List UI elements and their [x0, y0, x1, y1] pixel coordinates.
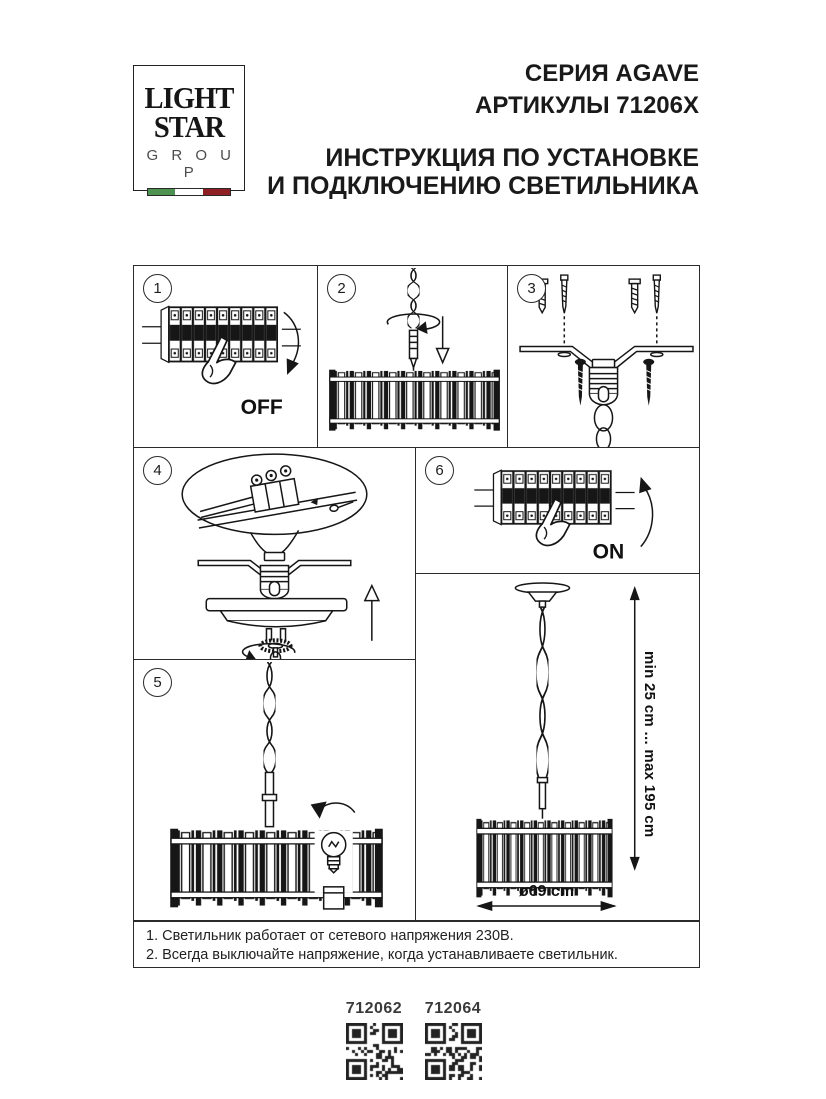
socket [324, 887, 344, 909]
wall-anchor-icon [629, 279, 640, 313]
step-1-number: 1 [143, 274, 172, 303]
chain [407, 268, 420, 328]
rotate-up-arrow [641, 486, 653, 546]
article-number: 712064 [424, 1000, 482, 1017]
product-712062 [345, 1000, 403, 1080]
series-title: СЕРИЯ AGAVE [524, 60, 699, 87]
step-5-number: 5 [143, 668, 172, 697]
italian-flag-icon [147, 188, 231, 196]
qr-code [346, 1023, 403, 1080]
height-range-label: min 25 cm ... max 195 cm [641, 651, 658, 838]
chain [536, 607, 549, 782]
screw-icon [653, 275, 660, 313]
header [267, 58, 699, 200]
screw-icon [575, 359, 586, 406]
breaker-on-illustration [416, 448, 699, 574]
flag-green [148, 189, 175, 195]
logo-group: G R O U P [146, 147, 236, 181]
step-1-panel [133, 265, 319, 449]
step-3-panel [507, 265, 700, 449]
note-1: 1. Светильник работает от сетевого напряжения 230В. [146, 928, 514, 944]
flag-white [175, 189, 202, 195]
notes-box [133, 921, 700, 968]
qr-code [425, 1023, 482, 1080]
logo-star: STAR [153, 109, 225, 144]
step-5-panel [133, 659, 417, 921]
chain [263, 662, 276, 772]
product-codes [345, 1000, 482, 1080]
brand-logo [133, 65, 245, 191]
instruction-title-line2: И ПОДКЛЮЧЕНИЮ СВЕТИЛЬНИКА [267, 172, 699, 200]
instruction-title-line1: ИНСТРУКЦИЯ ПО УСТАНОВКЕ [325, 144, 699, 172]
chain-link [594, 405, 612, 431]
step-4-number: 4 [143, 456, 172, 485]
step-2-panel [317, 265, 509, 449]
step-6-number: 6 [425, 456, 454, 485]
install-bulb-illustration [134, 660, 416, 920]
articles-title: АРТИКУЛЫ 71206X [475, 92, 699, 119]
on-label: ON [592, 540, 625, 564]
product-712064 [424, 1000, 482, 1080]
step-6-panel [415, 447, 700, 575]
wiring-canopy-illustration [134, 448, 416, 660]
step-4-panel [133, 447, 417, 661]
note-2: 2. Всегда выключайте напряжение, когда устанавливаете светильник. [146, 947, 618, 963]
rotate-down-arrow [284, 312, 299, 364]
step-3-number: 3 [517, 274, 546, 303]
screw-icon [561, 275, 568, 313]
logo-light: LIGHT [144, 80, 234, 115]
chandelier-drum [329, 370, 500, 431]
flag-red [203, 189, 230, 195]
screw-icon [643, 359, 654, 406]
off-label: OFF [240, 395, 283, 419]
article-number: 712062 [345, 1000, 403, 1017]
canopy-plate [206, 599, 346, 611]
step-2-number: 2 [327, 274, 356, 303]
rotation-arrow [387, 314, 439, 329]
diameter-label: ø69 cm [518, 881, 575, 900]
